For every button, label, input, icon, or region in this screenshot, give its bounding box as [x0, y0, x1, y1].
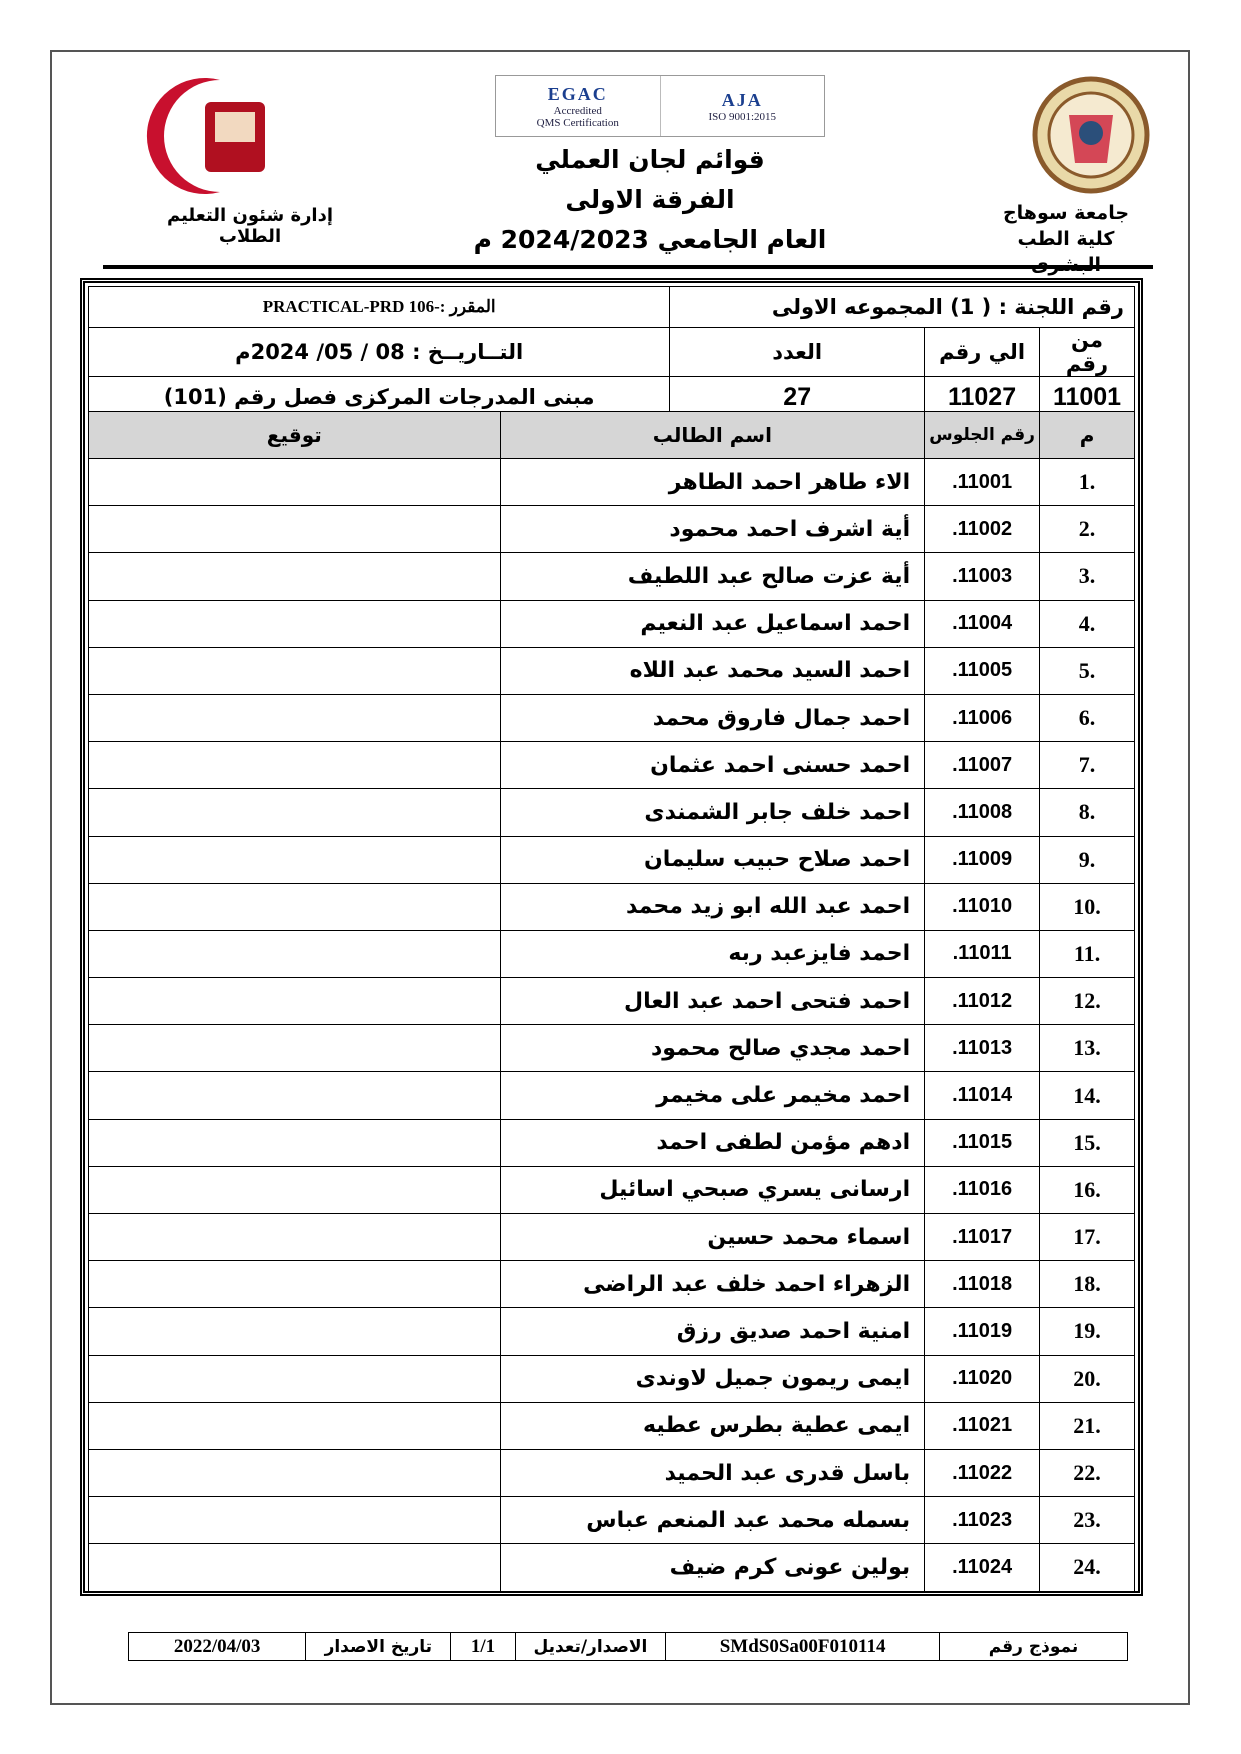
course-cell	[89, 287, 670, 328]
row-seat-number: 11021.	[925, 1402, 1040, 1449]
row-student-name: أية اشرف احمد محمود	[500, 506, 925, 553]
department-name: إدارة شئون التعليم الطلاب	[166, 205, 334, 247]
row-index: .18	[1040, 1261, 1135, 1308]
row-seat-number: 11018.	[925, 1261, 1040, 1308]
row-signature-cell[interactable]	[89, 1402, 501, 1449]
row-signature-cell[interactable]	[89, 1261, 501, 1308]
egac-badge-subtitle: Accredited	[553, 104, 602, 117]
aja-badge-title: AJA	[721, 89, 763, 110]
row-seat-number: 11002.	[925, 506, 1040, 553]
row-seat-number: 11022.	[925, 1449, 1040, 1496]
row-student-name: الاء طاهر احمد الطاهر	[500, 459, 925, 506]
row-seat-number: 11020.	[925, 1355, 1040, 1402]
aja-badge-note: ISO 9001:2015	[708, 110, 777, 123]
row-index: .17	[1040, 1214, 1135, 1261]
location: مبنى المدرجات المركزى فصل رقم (101)	[89, 377, 670, 418]
table-row	[89, 1072, 1135, 1119]
faculty-name: كلية الطب	[1017, 228, 1115, 250]
table-row	[89, 1308, 1135, 1355]
from-label: من رقم	[1040, 328, 1135, 377]
row-index: .23	[1040, 1497, 1135, 1544]
row-index: .6	[1040, 694, 1135, 741]
row-index: .5	[1040, 647, 1135, 694]
row-index: .21	[1040, 1402, 1135, 1449]
header-divider	[103, 265, 1153, 269]
row-signature-cell[interactable]	[89, 459, 501, 506]
course-label: المقرر :-	[434, 297, 496, 316]
table-row	[89, 1261, 1135, 1308]
row-student-name: ادهم مؤمن لطفى احمد	[500, 1119, 925, 1166]
date-value: 08 / 05/ 2024م	[235, 340, 405, 364]
form-label: نموذج رقم	[940, 1633, 1128, 1661]
row-seat-number: 11019.	[925, 1308, 1040, 1355]
row-signature-cell[interactable]	[89, 883, 501, 930]
row-index: .3	[1040, 553, 1135, 600]
row-seat-number: 11006.	[925, 694, 1040, 741]
row-student-name: احمد فايزعبد ربه	[500, 930, 925, 977]
date-label: التــاريــخ :	[412, 340, 524, 364]
row-signature-cell[interactable]	[89, 647, 501, 694]
table-row	[89, 836, 1135, 883]
table-row	[89, 978, 1135, 1025]
row-signature-cell[interactable]	[89, 600, 501, 647]
header-signature: توقيع	[89, 412, 501, 459]
row-index: .20	[1040, 1355, 1135, 1402]
edition-label: الاصدار/تعديل	[515, 1633, 665, 1661]
row-index: .7	[1040, 742, 1135, 789]
row-index: .19	[1040, 1308, 1135, 1355]
table-row	[89, 553, 1135, 600]
row-student-name: احمد خلف جابر الشمندى	[500, 789, 925, 836]
table-row	[89, 1214, 1135, 1261]
table-row	[89, 600, 1135, 647]
row-seat-number: 11010.	[925, 883, 1040, 930]
document-title-block	[460, 140, 840, 260]
row-seat-number: 11017.	[925, 1214, 1040, 1261]
issue-value: 2022/04/03	[129, 1633, 306, 1661]
issue-label: تاريخ الاصدار	[306, 1633, 451, 1661]
row-student-name: ايمى عطية بطرس عطيه	[500, 1402, 925, 1449]
row-signature-cell[interactable]	[89, 1308, 501, 1355]
to-value: 11027	[925, 377, 1040, 418]
header-index: م	[1040, 412, 1135, 459]
accreditation-badges	[495, 75, 825, 137]
from-value: 11001	[1040, 377, 1135, 418]
row-signature-cell[interactable]	[89, 978, 501, 1025]
row-seat-number: 11009.	[925, 836, 1040, 883]
row-signature-cell[interactable]	[89, 1355, 501, 1402]
row-signature-cell[interactable]	[89, 694, 501, 741]
row-seat-number: 11016.	[925, 1166, 1040, 1213]
row-seat-number: 11023.	[925, 1497, 1040, 1544]
course-value: PRACTICAL-PRD 106	[262, 297, 435, 316]
row-student-name: بولين عونى كرم ضيف	[500, 1544, 925, 1591]
table-row	[89, 1166, 1135, 1213]
table-row	[89, 1355, 1135, 1402]
row-index: .8	[1040, 789, 1135, 836]
year-level: الفرقة الاولى	[565, 185, 735, 214]
row-signature-cell[interactable]	[89, 1072, 501, 1119]
to-label: الي رقم	[925, 328, 1040, 377]
table-row	[89, 1449, 1135, 1496]
table-row	[89, 930, 1135, 977]
committee-label: رقم اللجنة : ( 1) المجموعه الاولى	[670, 287, 1135, 328]
row-index: .11	[1040, 930, 1135, 977]
row-signature-cell[interactable]	[89, 1214, 501, 1261]
row-seat-number: 11011.	[925, 930, 1040, 977]
row-index: .1	[1040, 459, 1135, 506]
row-signature-cell[interactable]	[89, 789, 501, 836]
table-row	[89, 694, 1135, 741]
row-student-name: احمد عبد الله ابو زيد محمد	[500, 883, 925, 930]
students-table	[88, 411, 1135, 1592]
row-signature-cell[interactable]	[89, 742, 501, 789]
count-label: العدد	[670, 328, 925, 377]
table-row	[89, 506, 1135, 553]
table-row	[89, 647, 1135, 694]
egac-badge-title: EGAC	[547, 83, 608, 104]
row-student-name: احمد مجدي صالح محمود	[500, 1025, 925, 1072]
table-row	[89, 1119, 1135, 1166]
row-student-name: احمد فتحى احمد عبد العال	[500, 978, 925, 1025]
row-signature-cell[interactable]	[89, 1449, 501, 1496]
row-seat-number: 11013.	[925, 1025, 1040, 1072]
row-index: .15	[1040, 1119, 1135, 1166]
table-row	[89, 1402, 1135, 1449]
row-seat-number: 11007.	[925, 742, 1040, 789]
row-index: .16	[1040, 1166, 1135, 1213]
row-index: .14	[1040, 1072, 1135, 1119]
row-student-name: ايمى ريمون جميل لاوندى	[500, 1355, 925, 1402]
egac-badge-note: QMS Certification	[536, 116, 619, 129]
row-signature-cell[interactable]	[89, 1119, 501, 1166]
row-seat-number: 11001.	[925, 459, 1040, 506]
table-header-row	[89, 412, 1135, 459]
row-student-name: الزهراء احمد خلف عبد الراضى	[500, 1261, 925, 1308]
row-signature-cell[interactable]	[89, 930, 501, 977]
row-index: .9	[1040, 836, 1135, 883]
table-row	[89, 1497, 1135, 1544]
row-student-name: بسمله محمد عبد المنعم عباس	[500, 1497, 925, 1544]
row-student-name: احمد مخيمر على مخيمر	[500, 1072, 925, 1119]
table-row	[89, 1544, 1135, 1591]
row-student-name: احمد حسنى احمد عثمان	[500, 742, 925, 789]
document-title: قوائم لجان العملي	[535, 145, 765, 174]
row-signature-cell[interactable]	[89, 553, 501, 600]
row-seat-number: 11003.	[925, 553, 1040, 600]
row-index: .13	[1040, 1025, 1135, 1072]
row-seat-number: 11005.	[925, 647, 1040, 694]
row-signature-cell[interactable]	[89, 1166, 501, 1213]
header-seat: رقم الجلوس	[925, 412, 1040, 459]
edition-value: 1/1	[451, 1633, 515, 1661]
row-index: .2	[1040, 506, 1135, 553]
table-row	[89, 789, 1135, 836]
row-student-name: امنية احمد صديق رزق	[500, 1308, 925, 1355]
form-footer	[128, 1632, 1128, 1661]
row-signature-cell[interactable]	[89, 1544, 501, 1591]
form-value: SMdS0Sa00F010114	[666, 1633, 940, 1661]
faculty-logo	[110, 72, 310, 197]
row-seat-number: 11008.	[925, 789, 1040, 836]
row-student-name: احمد اسماعيل عبد النعيم	[500, 600, 925, 647]
table-row	[89, 883, 1135, 930]
committee-info-table	[88, 286, 1135, 418]
row-seat-number: 11004.	[925, 600, 1040, 647]
row-index: .4	[1040, 600, 1135, 647]
row-signature-cell[interactable]	[89, 1497, 501, 1544]
row-index: .24	[1040, 1544, 1135, 1591]
row-student-name: احمد جمال فاروق محمد	[500, 694, 925, 741]
university-name: جامعة سوهاج	[1002, 202, 1130, 224]
table-row	[89, 742, 1135, 789]
row-student-name: اسماء محمد حسين	[500, 1214, 925, 1261]
academic-year: العام الجامعي 2024/2023 م	[473, 225, 827, 254]
row-seat-number: 11012.	[925, 978, 1040, 1025]
row-student-name: باسل قدرى عبد الحميد	[500, 1449, 925, 1496]
date-cell	[89, 328, 670, 377]
row-seat-number: 11015.	[925, 1119, 1040, 1166]
table-row	[89, 1025, 1135, 1072]
count-value: 27	[670, 377, 925, 418]
university-seal-logo	[1031, 75, 1151, 195]
row-index: .22	[1040, 1449, 1135, 1496]
row-index: .10	[1040, 883, 1135, 930]
row-student-name: ارسانى يسري صبحي اسائيل	[500, 1166, 925, 1213]
table-row	[89, 459, 1135, 506]
row-student-name: احمد صلاح حبيب سليمان	[500, 836, 925, 883]
row-student-name: أية عزت صالح عبد اللطيف	[500, 553, 925, 600]
row-seat-number: 11024.	[925, 1544, 1040, 1591]
row-index: .12	[1040, 978, 1135, 1025]
row-signature-cell[interactable]	[89, 836, 501, 883]
row-signature-cell[interactable]	[89, 506, 501, 553]
row-seat-number: 11014.	[925, 1072, 1040, 1119]
header-name: اسم الطالب	[500, 412, 925, 459]
row-signature-cell[interactable]	[89, 1025, 501, 1072]
row-student-name: احمد السيد محمد عبد اللاه	[500, 647, 925, 694]
